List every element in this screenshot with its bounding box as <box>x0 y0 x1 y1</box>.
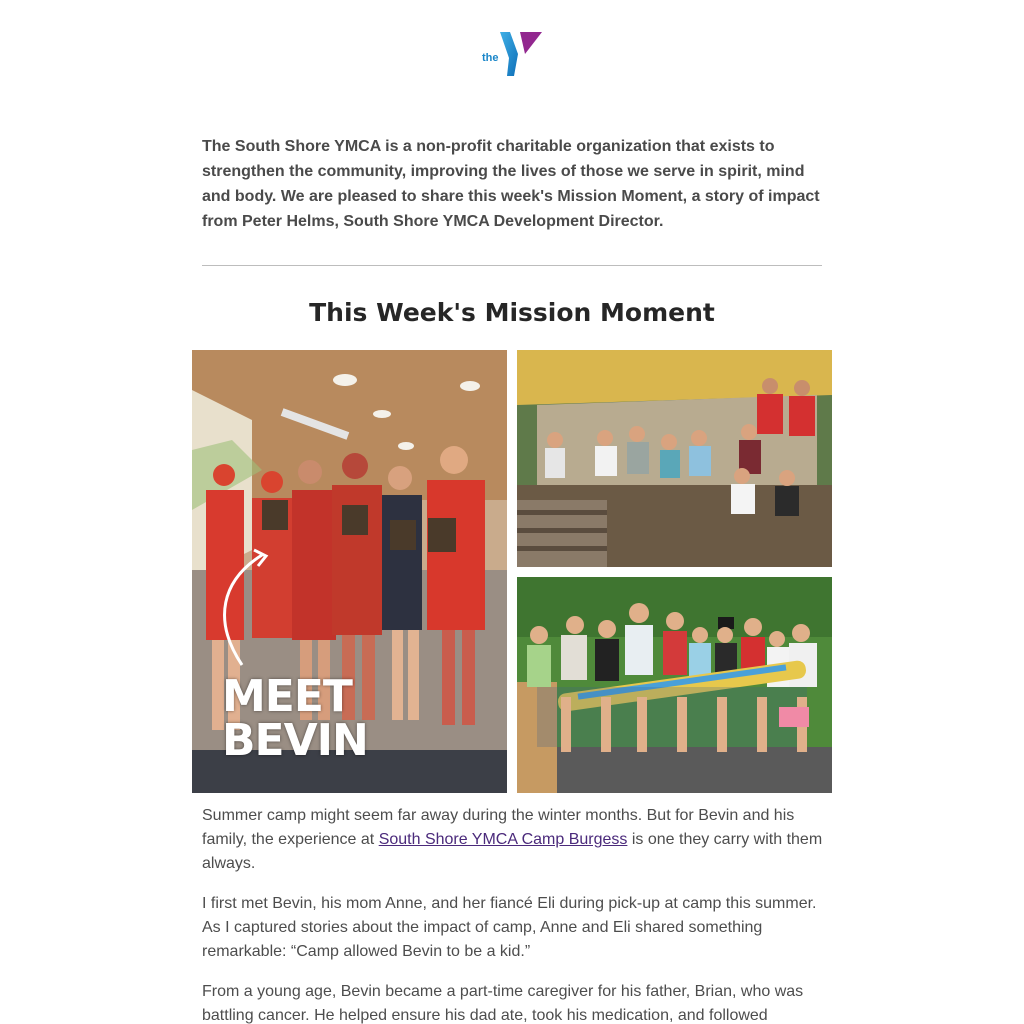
totem-group-photo[interactable] <box>517 577 832 793</box>
story-paragraph-2: I first met Bevin, his mom Anne, and her fiancé Eli during pick-up at camp this summer. As I captured stories about the impact of camp, Anne and Eli shared something remarkable: “Camp allowed Bevin to be a kid.” <box>202 895 817 960</box>
cabin-group-photo[interactable] <box>517 350 832 567</box>
meet-bevin-photo[interactable] <box>192 350 507 793</box>
campers-cabin-image <box>517 350 832 567</box>
overlay-line-meet: MEET <box>222 671 352 722</box>
story-paragraph-1 <box>202 804 824 876</box>
section-divider <box>202 265 822 266</box>
p1-text-after: is one they carry with them always. <box>202 831 823 872</box>
p1-text-before: Summer camp might seem far away during the winter months. But for Bevin and his family, the experience at <box>202 807 795 848</box>
campers-outdoor-image <box>517 577 832 793</box>
logo-text: the <box>482 52 499 64</box>
intro-paragraph: The South Shore YMCA is a non-profit charitable organization that exists to strengthen the community, improving the lives of those we serve in spirit, mind and body. We are pleased to share this week's Mission Moment, a story of impact from Peter Helms, South Shore YMCA Development Director. <box>202 138 820 230</box>
camp-burgess-link[interactable]: South Shore YMCA Camp Burgess <box>378 831 628 848</box>
meet-bevin-overlay <box>222 671 368 766</box>
ymca-logo[interactable] <box>480 30 544 80</box>
story-paragraph-3: From a young age, Bevin became a part-time caregiver for his father, Brian, who was battling cancer. He helped ensure his dad ate, took his medication, and followed <box>202 983 804 1024</box>
section-title: This Week's Mission Moment <box>309 298 715 327</box>
overlay-line-bevin: BEVIN <box>222 715 368 766</box>
